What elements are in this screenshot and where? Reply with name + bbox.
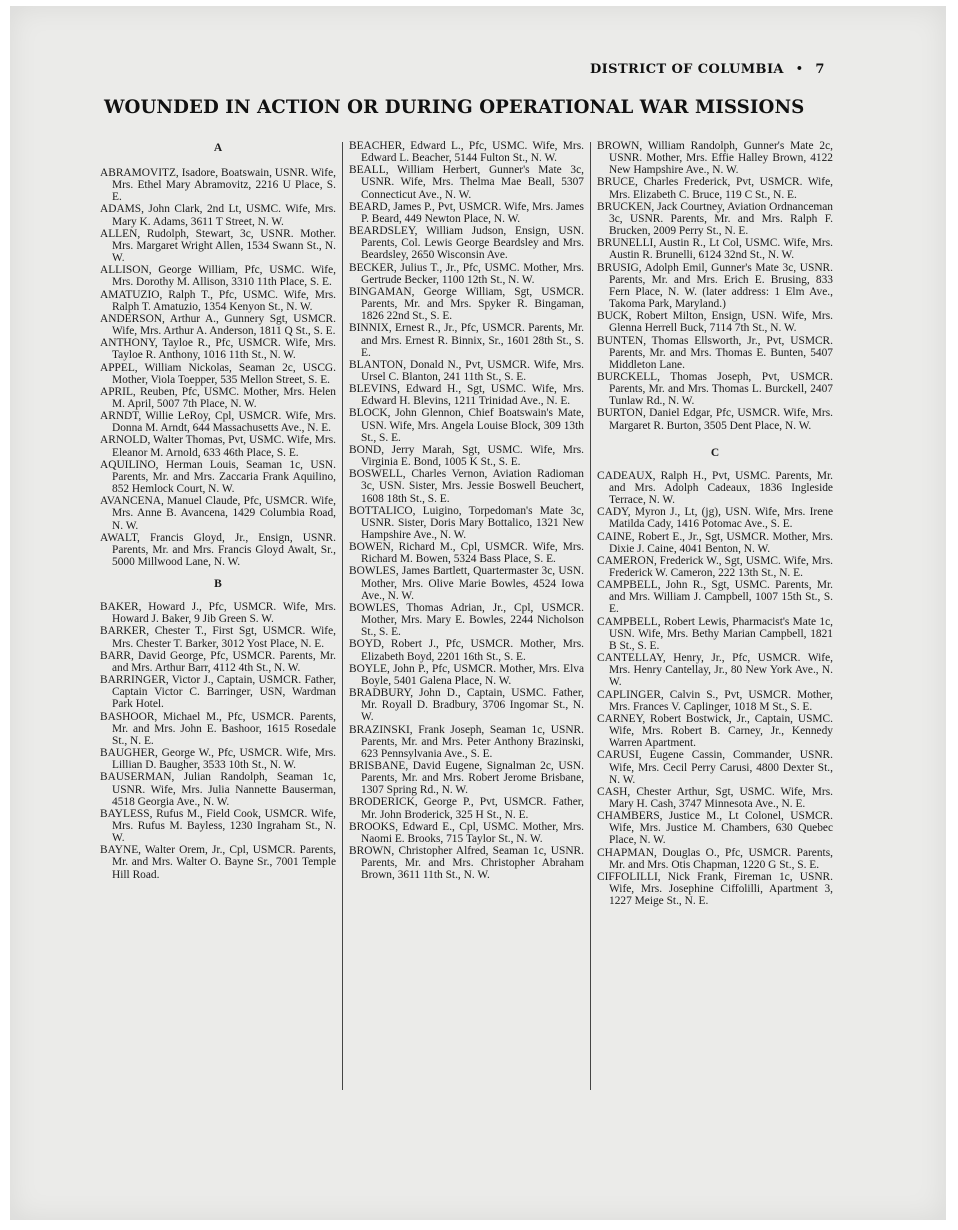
casualty-entry: BLEVINS, Edward H., Sgt, USMC. Wife, Mrs. Edward H. Blevins, 1211 Trinidad Ave., N. E. <box>349 383 584 408</box>
casualty-entry: ADAMS, John Clark, 2nd Lt, USMC. Wife, Mrs. Mary K. Adams, 3611 T Street, N. W. <box>100 203 336 228</box>
casualty-entry: BURTON, Daniel Edgar, Pfc, USMCR. Wife, Mrs. Margaret R. Burton, 3505 Dent Place, N. W. <box>597 407 833 432</box>
casualty-entry: ALLISON, George William, Pfc, USMC. Wife, Mrs. Dorothy M. Allison, 3310 11th Place, S. E. <box>100 264 336 289</box>
casualty-entry: CIFFOLILLI, Nick Frank, Fireman 1c, USNR. Wife, Mrs. Josephine Ciffolilli, Apartment 3, 1227 Meige St., N. E. <box>597 870 833 908</box>
casualty-entry: BOWLES, Thomas Adrian, Jr., Cpl, USMCR. Mother, Mrs. Mary E. Bowles, 2244 Nicholson St., S. E. <box>349 601 584 639</box>
running-head-text: DISTRICT OF COLUMBIA <box>590 62 784 77</box>
column-1 <box>100 140 336 881</box>
header-separator: • <box>795 62 804 75</box>
casualty-entry: CANTELLAY, Henry, Jr., Pfc, USMCR. Wife, Mrs. Henry Cantellay, Jr., 80 New York Ave., N. W. <box>597 652 833 689</box>
casualty-entry: CADEAUX, Ralph H., Pvt, USMC. Parents, Mr. and Mrs. Adolph Cadeaux, 1836 Ingleside Terrace, N. W. <box>597 469 833 507</box>
casualty-entry: BEARDSLEY, William Judson, Ensign, USN. Parents, Col. Lewis George Beardsley and Mrs. Beardsley, 2650 Wisconsin Ave. <box>349 225 584 262</box>
casualty-entry: ABRAMOVITZ, Isadore, Boatswain, USNR. Wife, Mrs. Ethel Mary Abramovitz, 2216 U Place, S. E. <box>100 167 336 204</box>
casualty-entry: BEARD, James P., Pvt, USMCR. Wife, Mrs. James P. Beard, 449 Newton Place, N. W. <box>349 200 584 225</box>
casualty-entry: BOYLE, John P., Pfc, USMCR. Mother, Mrs. Elva Boyle, 5401 Galena Place, N. W. <box>349 662 584 687</box>
casualty-entry: APRIL, Reuben, Pfc, USMC. Mother, Mrs. Helen M. April, 5007 7th Place, N. W. <box>100 385 336 410</box>
casualty-entry: BOWEN, Richard M., Cpl, USMCR. Wife, Mrs. Richard M. Bowen, 5324 Bass Place, S. E. <box>349 541 584 566</box>
casualty-entry: CHAPMAN, Douglas O., Pfc, USMCR. Parents, Mr. and Mrs. Otis Chapman, 1220 G St., S. E. <box>597 846 833 871</box>
casualty-entry: BRUCE, Charles Frederick, Pvt, USMCR. Wife, Mrs. Elizabeth C. Bruce, 119 C St., N. E. <box>597 176 833 201</box>
casualty-entry: BOTTALICO, Luigino, Torpedoman's Mate 3c, USNR. Sister, Doris Mary Bottalico, 1321 New Hampshire Ave., N. W. <box>349 504 584 541</box>
casualty-entry: AVANCENA, Manuel Claude, Pfc, USMCR. Wife, Mrs. Anne B. Avancena, 1429 Columbia Road, N. W. <box>100 495 336 532</box>
casualty-entry: BROWN, William Randolph, Gunner's Mate 2c, USNR. Mother, Mrs. Effie Halley Brown, 4122 New Hampshire Ave., N. W. <box>597 140 833 177</box>
casualty-entry: CHAMBERS, Justice M., Lt Colonel, USMCR. Wife, Mrs. Justice M. Chambers, 630 Quebec Place, N. W. <box>597 810 833 847</box>
casualty-entry: BINNIX, Ernest R., Jr., Pfc, USMCR. Parents, Mr. and Mrs. Ernest R. Binnix, Sr., 1601 28th St., S. E. <box>349 322 584 359</box>
casualty-entry: BOND, Jerry Marah, Sgt, USMC. Wife, Mrs. Virginia E. Bond, 1005 K St., S. E. <box>349 443 584 469</box>
column-3 <box>597 140 833 907</box>
casualty-entry: BEACHER, Edward L., Pfc, USMC. Wife, Mrs. Edward L. Beacher, 5144 Fulton St., N. W. <box>349 140 584 165</box>
casualty-entry: BRUSIG, Adolph Emil, Gunner's Mate 3c, USNR. Parents, Mr. and Mrs. Erich E. Brusing, 833 Fern Place, N. W. (later address: 1 Elm Ave., Takoma Park, Maryland.) <box>597 261 833 311</box>
casualty-entry: BAKER, Howard J., Pfc, USMCR. Wife, Mrs. Howard J. Baker, 9 Jib Green S. W. <box>100 601 336 626</box>
casualty-entry: BINGAMAN, George William, Sgt, USMCR. Parents, Mr. and Mrs. Spyker R. Bingaman, 1826 22nd St., S. E. <box>349 285 584 323</box>
casualty-entry: BAUGHER, George W., Pfc, USMCR. Wife, Mrs. Lillian D. Baugher, 3533 10th St., N. W. <box>100 747 336 772</box>
casualty-entry: CAMPBELL, John R., Sgt, USMC. Parents, Mr. and Mrs. William J. Campbell, 1007 15th St., S. E. <box>597 579 833 616</box>
column-2 <box>349 140 584 882</box>
casualty-entry: BOYD, Robert J., Pfc, USMCR. Mother, Mrs. Elizabeth Boyd, 2201 16th St., S. E. <box>349 638 584 663</box>
casualty-entry: BRISBANE, David Eugene, Signalman 2c, USN. Parents, Mr. and Mrs. Robert Jerome Brisbane, 1307 Spring Rd., N. W. <box>349 759 584 797</box>
casualty-entry: ALLEN, Rudolph, Stewart, 3c, USNR. Mother. Mrs. Margaret Wright Allen, 1534 Swann St., N. W. <box>100 227 336 265</box>
casualty-entry: CAMERON, Frederick W., Sgt, USMC. Wife, Mrs. Frederick W. Cameron, 222 13th St., N. E. <box>597 554 833 579</box>
casualty-entry: BRUNELLI, Austin R., Lt Col, USMC. Wife, Mrs. Austin R. Brunelli, 6124 32nd St., N. W. <box>597 237 833 262</box>
casualty-entry: BLANTON, Donald N., Pvt, USMCR. Wife, Mrs. Ursel C. Blanton, 241 11th St., S. E. <box>349 358 584 383</box>
casualty-entry: CARUSI, Eugene Cassin, Commander, USNR. Wife, Mrs. Cecil Perry Carusi, 4800 Dexter St., N. W. <box>597 749 833 786</box>
casualty-entry: BARRINGER, Victor J., Captain, USMCR. Father, Captain Victor C. Barringer, USN, Wardman Park Hotel. <box>100 674 336 711</box>
casualty-entry: BARR, David George, Pfc, USMCR. Parents, Mr. and Mrs. Arthur Barr, 4112 4th St., N. W. <box>100 649 336 674</box>
casualty-entry: CARNEY, Robert Bostwick, Jr., Captain, USMC. Wife, Mrs. Robert B. Carney, Jr., Kennedy Warren Apartment. <box>597 712 833 750</box>
section-letter: C <box>710 446 720 459</box>
casualty-entry: ARNDT, Willie LeRoy, Cpl, USMCR. Wife, Mrs. Donna M. Arndt, 644 Massachusetts Ave., N. E. <box>100 410 336 435</box>
casualty-entry: ANTHONY, Tayloe R., Pfc, USMCR. Wife, Mrs. Tayloe R. Anthony, 1016 11th St., N. W. <box>100 337 336 362</box>
casualty-entry: BRUCKEN, Jack Courtney, Aviation Ordnanceman 3c, USNR. Parents, Mr. and Mrs. Ralph F. Brucken, 2009 Perry St., N. E. <box>597 200 833 238</box>
casualty-entry: CASH, Chester Arthur, Sgt, USMC. Wife, Mrs. Mary H. Cash, 3747 Minnesota Ave., N. E. <box>597 785 833 810</box>
casualty-entry: CAPLINGER, Calvin S., Pvt, USMCR. Mother, Mrs. Frances V. Caplinger, 1018 M St., S. E. <box>597 688 833 713</box>
casualty-entry: BROWN, Christopher Alfred, Seaman 1c, USNR. Parents, Mr. and Mrs. Christopher Abraham Brown, 3611 11th St., N. W. <box>349 845 584 882</box>
casualty-entry: CADY, Myron J., Lt, (jg), USN. Wife, Mrs. Irene Matilda Cady, 1416 Potomac Ave., S. E. <box>597 506 833 531</box>
casualty-entry: BROOKS, Edward E., Cpl, USMC. Mother, Mrs. Naomi E. Brooks, 715 Taylor St., N. W. <box>349 820 584 845</box>
column-divider-2 <box>590 142 591 1090</box>
casualty-entry: BECKER, Julius T., Jr., Pfc, USMC. Mother, Mrs. Gertrude Becker, 1100 12th St., N. W. <box>349 261 584 286</box>
casualty-entry: BAYNE, Walter Orem, Jr., Cpl, USMCR. Parents, Mr. and Mrs. Walter O. Bayne Sr., 7001 Temple Hill Road. <box>100 844 336 881</box>
casualty-entry: BLOCK, John Glennon, Chief Boatswain's Mate, USN. Wife, Mrs. Angela Louise Block, 309 13th St., S. E. <box>349 407 584 444</box>
casualty-entry: BARKER, Chester T., First Sgt, USMCR. Wife, Mrs. Chester T. Barker, 3012 Yost Place, N. E. <box>100 625 336 650</box>
casualty-entry: APPEL, William Nickolas, Seaman 2c, USCG. Mother, Viola Toepper, 535 Mellon Street, S. E. <box>100 361 336 386</box>
casualty-entry: BEALL, William Herbert, Gunner's Mate 3c, USNR. Wife, Mrs. Thelma Mae Beall, 5307 Connecticut Ave., N. W. <box>349 164 584 201</box>
page-number: 7 <box>815 62 825 77</box>
casualty-entry: CAMPBELL, Robert Lewis, Pharmacist's Mate 1c, USN. Wife, Mrs. Bethy Marian Campbell, 1821 B St., S. E. <box>597 615 833 652</box>
casualty-entry: BRADBURY, John D., Captain, USMC. Father, Mr. Royall D. Bradbury, 3706 Ingomar St., N. W. <box>349 687 584 724</box>
casualty-entry: BOSWELL, Charles Vernon, Aviation Radioman 3c, USN. Sister, Mrs. Jessie Boswell Beuchert, 1608 18th St., S. E. <box>349 468 584 505</box>
page-title: WOUNDED IN ACTION OR DURING OPERATIONAL WAR MISSIONS <box>104 97 805 118</box>
column-divider-1 <box>342 142 343 1090</box>
casualty-entry: ARNOLD, Walter Thomas, Pvt, USMC. Wife, Mrs. Eleanor M. Arnold, 633 46th Place, S. E. <box>100 434 336 459</box>
casualty-entry: CAINE, Robert E., Jr., Sgt, USMCR. Mother, Mrs. Dixie J. Caine, 4041 Benton, N. W. <box>597 530 833 555</box>
casualty-entry: BURCKELL, Thomas Joseph, Pvt, USMCR. Parents, Mr. and Mrs. Thomas L. Burckell, 2407 Tunlaw Rd., N. W. <box>597 370 833 408</box>
running-header <box>590 62 836 77</box>
casualty-entry: BASHOOR, Michael M., Pfc, USMCR. Parents, Mr. and Mrs. John E. Bashoor, 1615 Rosedale St., N. E. <box>100 710 336 747</box>
section-letter: B <box>214 578 222 591</box>
casualty-entry: AMATUZIO, Ralph T., Pfc, USMC. Wife, Mrs. Ralph T. Amatuzio, 1354 Kenyon St., N. W. <box>100 288 336 313</box>
casualty-entry: ANDERSON, Arthur A., Gunnery Sgt, USMCR. Wife, Mrs. Arthur A. Anderson, 1811 Q St., S. E. <box>100 312 336 338</box>
casualty-entry: AWALT, Francis Gloyd, Jr., Ensign, USNR. Parents, Mr. and Mrs. Francis Gloyd Awalt, Sr., 5000 Millwood Lane, N. W. <box>100 531 336 568</box>
casualty-entry: BUCK, Robert Milton, Ensign, USN. Wife, Mrs. Glenna Herrell Buck, 7114 7th St., N. W. <box>597 310 833 335</box>
casualty-entry: AQUILINO, Herman Louis, Seaman 1c, USN. Parents, Mr. and Mrs. Zaccaria Frank Aquilino, 852 Hemlock Court, N. W. <box>100 458 336 496</box>
casualty-entry: BRAZINSKI, Frank Joseph, Seaman 1c, USNR. Parents, Mr. and Mrs. Peter Anthony Brazinski, 623 Pennsylvania Ave., S. E. <box>349 723 584 760</box>
section-letter: A <box>213 142 223 154</box>
casualty-entry: BAUSERMAN, Julian Randolph, Seaman 1c, USNR. Wife, Mrs. Julia Nannette Bauserman, 4518 Georgia Ave., N. W. <box>100 771 336 808</box>
casualty-entry: BAYLESS, Rufus M., Field Cook, USMCR. Wife, Mrs. Rufus M. Bayless, 1230 Ingraham St., N. W. <box>100 807 336 845</box>
casualty-entry: BOWLES, James Bartlett, Quartermaster 3c, USN. Mother, Mrs. Olive Marie Bowles, 4524 Iowa Ave., N. W. <box>349 565 584 602</box>
casualty-entry: BRODERICK, George P., Pvt, USMCR. Father, Mr. John Broderick, 325 H St., N. E. <box>349 796 584 821</box>
casualty-entry: BUNTEN, Thomas Ellsworth, Jr., Pvt, USMCR. Parents, Mr. and Mrs. Thomas E. Bunten, 5407 Middleton Lane. <box>597 334 833 371</box>
